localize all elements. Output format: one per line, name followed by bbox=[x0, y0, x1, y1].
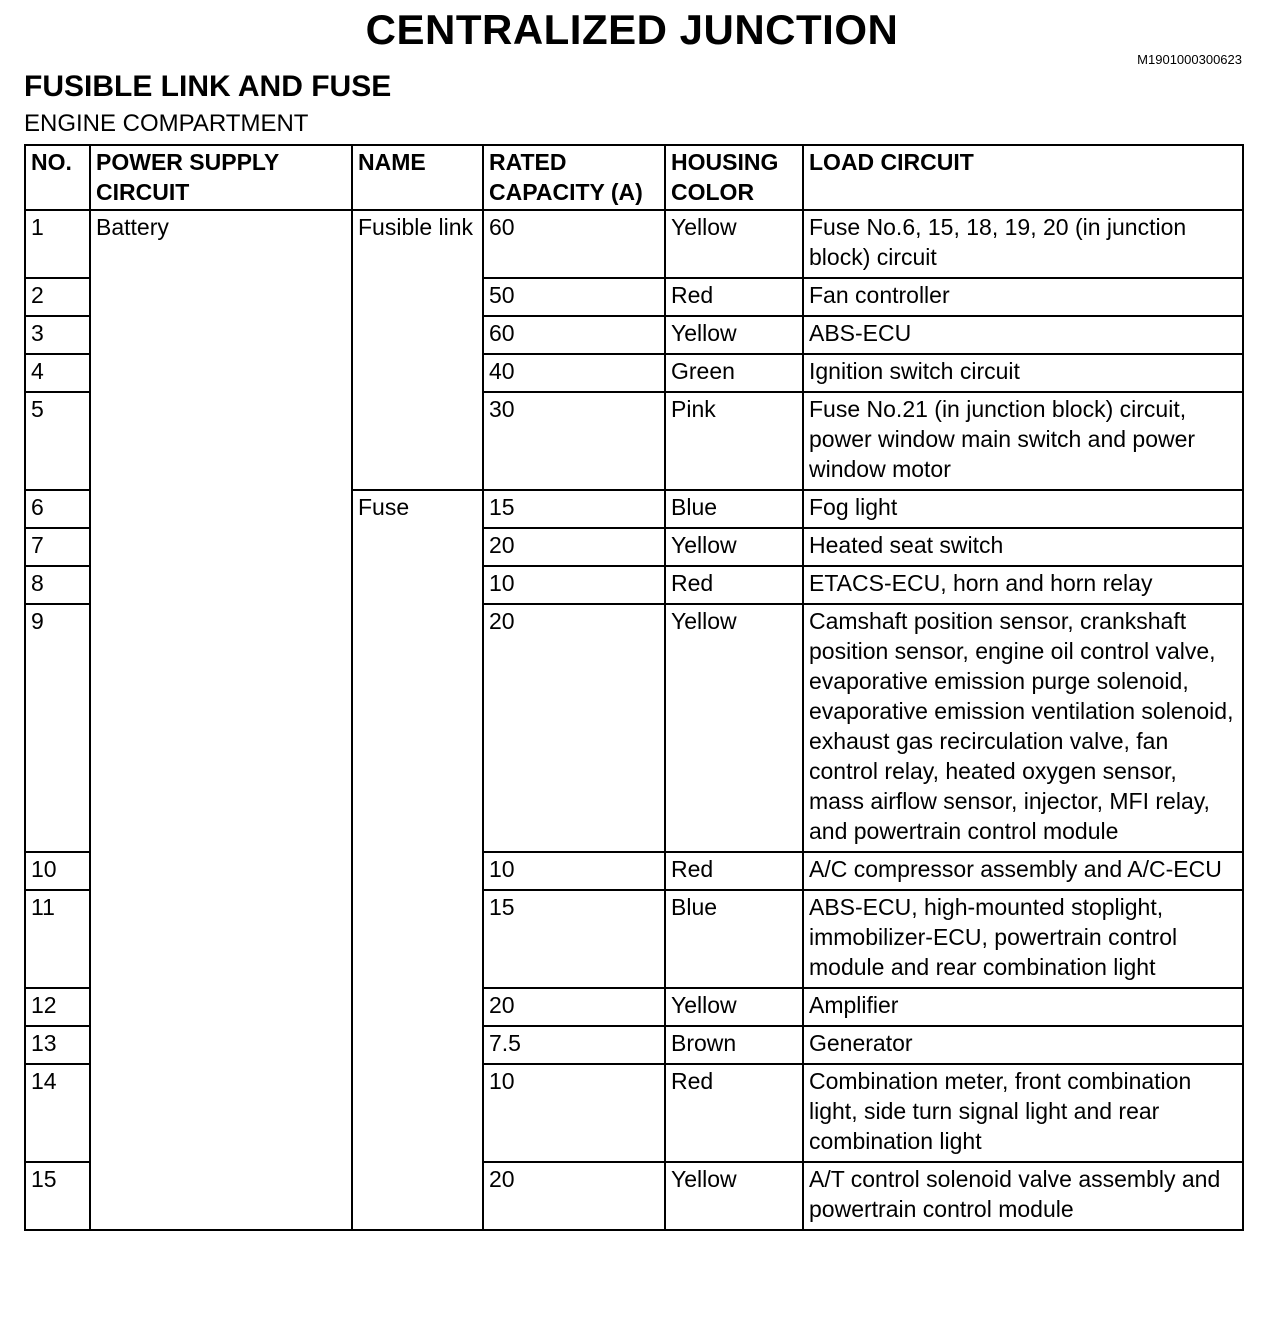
load-circuit: Fan controller bbox=[803, 278, 1243, 316]
fuse-number: 2 bbox=[25, 278, 90, 316]
housing-color: Red bbox=[665, 1064, 803, 1162]
power-supply-circuit: Battery bbox=[90, 210, 352, 1230]
rated-capacity: 10 bbox=[483, 1064, 665, 1162]
load-circuit: ABS-ECU bbox=[803, 316, 1243, 354]
rated-capacity: 15 bbox=[483, 890, 665, 988]
load-circuit: Camshaft position sensor, crankshaft position sensor, engine oil control valve, evaporative emission purge solenoid, evaporative emission ventilation solenoid, exhaust gas recirculation valve, fan control relay, heated oxygen sensor, mass airflow sensor, injector, MFI relay, and powertrain control module bbox=[803, 604, 1243, 852]
fuse-number: 5 bbox=[25, 392, 90, 490]
fuse-number: 11 bbox=[25, 890, 90, 988]
load-circuit: Ignition switch circuit bbox=[803, 354, 1243, 392]
load-circuit: ETACS-ECU, horn and horn relay bbox=[803, 566, 1243, 604]
fuse-number: 15 bbox=[25, 1162, 90, 1230]
housing-color: Green bbox=[665, 354, 803, 392]
housing-color: Red bbox=[665, 852, 803, 890]
table-header-row bbox=[25, 145, 1243, 210]
housing-color: Brown bbox=[665, 1026, 803, 1064]
fuse-number: 4 bbox=[25, 354, 90, 392]
load-circuit: Generator bbox=[803, 1026, 1243, 1064]
housing-color: Blue bbox=[665, 490, 803, 528]
fuse-number: 10 bbox=[25, 852, 90, 890]
housing-color: Red bbox=[665, 566, 803, 604]
housing-color: Yellow bbox=[665, 316, 803, 354]
header-no: NO. bbox=[25, 145, 90, 210]
subsection-heading: ENGINE COMPARTMENT bbox=[24, 110, 309, 137]
fuse-number: 6 bbox=[25, 490, 90, 528]
load-circuit: Fuse No.21 (in junction block) circuit, power window main switch and power window motor bbox=[803, 392, 1243, 490]
housing-color: Yellow bbox=[665, 988, 803, 1026]
table-row bbox=[25, 210, 1243, 278]
fuse-number: 12 bbox=[25, 988, 90, 1026]
rated-capacity: 40 bbox=[483, 354, 665, 392]
rated-capacity: 20 bbox=[483, 1162, 665, 1230]
housing-color: Red bbox=[665, 278, 803, 316]
fuse-table bbox=[24, 144, 1244, 1231]
document-code: M1901000300623 bbox=[1137, 52, 1242, 67]
section-heading: FUSIBLE LINK AND FUSE bbox=[24, 70, 392, 103]
rated-capacity: 10 bbox=[483, 566, 665, 604]
fuse-number: 9 bbox=[25, 604, 90, 852]
rated-capacity: 20 bbox=[483, 988, 665, 1026]
housing-color: Yellow bbox=[665, 604, 803, 852]
rated-capacity: 10 bbox=[483, 852, 665, 890]
rated-capacity: 7.5 bbox=[483, 1026, 665, 1064]
rated-capacity: 50 bbox=[483, 278, 665, 316]
housing-color: Pink bbox=[665, 392, 803, 490]
fuse-type-name: Fuse bbox=[352, 490, 483, 1230]
housing-color: Yellow bbox=[665, 210, 803, 278]
page-title: CENTRALIZED JUNCTION bbox=[365, 6, 899, 53]
load-circuit: Fuse No.6, 15, 18, 19, 20 (in junction block) circuit bbox=[803, 210, 1243, 278]
header-name: NAME bbox=[352, 145, 483, 210]
fuse-number: 3 bbox=[25, 316, 90, 354]
load-circuit: ABS-ECU, high-mounted stoplight, immobilizer-ECU, powertrain control module and rear combination light bbox=[803, 890, 1243, 988]
fuse-number: 8 bbox=[25, 566, 90, 604]
rated-capacity: 20 bbox=[483, 604, 665, 852]
rated-capacity: 30 bbox=[483, 392, 665, 490]
load-circuit: A/C compressor assembly and A/C-ECU bbox=[803, 852, 1243, 890]
fuse-number: 1 bbox=[25, 210, 90, 278]
housing-color: Blue bbox=[665, 890, 803, 988]
load-circuit: Combination meter, front combination light, side turn signal light and rear combination light bbox=[803, 1064, 1243, 1162]
load-circuit: Amplifier bbox=[803, 988, 1243, 1026]
housing-color: Yellow bbox=[665, 528, 803, 566]
fuse-number: 14 bbox=[25, 1064, 90, 1162]
header-rated-capacity: RATED CAPACITY (A) bbox=[483, 145, 665, 210]
header-housing-color: HOUSING COLOR bbox=[665, 145, 803, 210]
header-load-circuit: LOAD CIRCUIT bbox=[803, 145, 1243, 210]
fuse-number: 7 bbox=[25, 528, 90, 566]
load-circuit: Fog light bbox=[803, 490, 1243, 528]
load-circuit: A/T control solenoid valve assembly and powertrain control module bbox=[803, 1162, 1243, 1230]
housing-color: Yellow bbox=[665, 1162, 803, 1230]
rated-capacity: 60 bbox=[483, 210, 665, 278]
fuse-number: 13 bbox=[25, 1026, 90, 1064]
header-power-supply-circuit: POWER SUPPLY CIRCUIT bbox=[90, 145, 352, 210]
rated-capacity: 60 bbox=[483, 316, 665, 354]
rated-capacity: 20 bbox=[483, 528, 665, 566]
rated-capacity: 15 bbox=[483, 490, 665, 528]
fuse-type-name: Fusible link bbox=[352, 210, 483, 490]
load-circuit: Heated seat switch bbox=[803, 528, 1243, 566]
table-body bbox=[25, 210, 1243, 1230]
